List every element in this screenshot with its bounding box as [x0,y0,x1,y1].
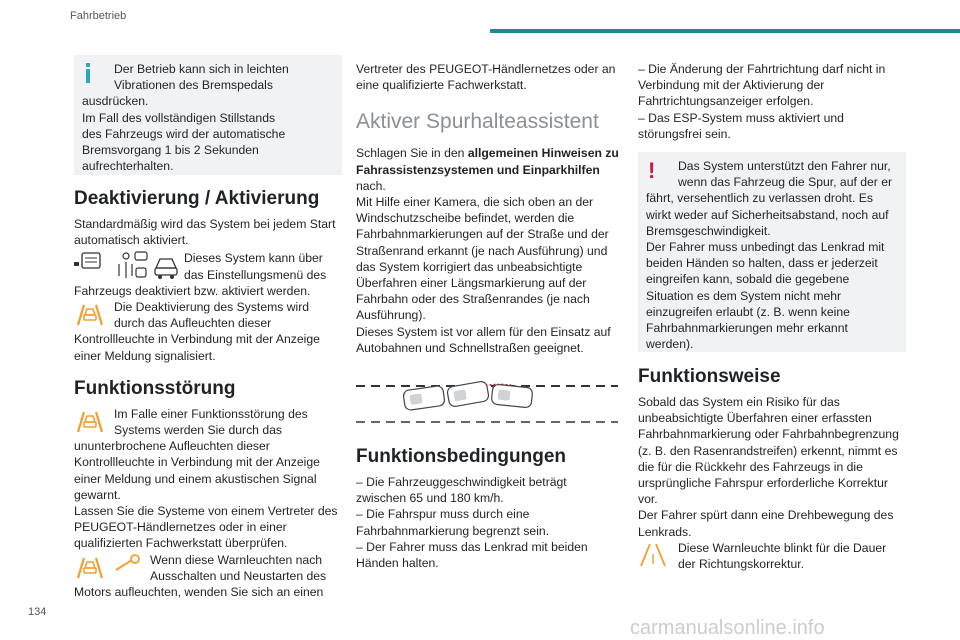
lane-correction-triangle-icon [638,540,668,572]
warn-line-c: fährt, versehentlich zu verlassen droht. Es wirkt weder auf Sicherheitsabstand, noch auf Bremsgeschwindigkeit. [646,191,889,238]
deakt-p3-line-c: Kontrollleuchte in Verbindung mit der Anzeige einer Meldung signalisiert. [74,332,320,363]
watermark: carmanualsonline.info [630,617,825,639]
fw-p3-line-b: der Richtungskorrektur. [678,557,804,572]
lane-keeping-warning-light-icon [74,406,106,440]
heading-spurhalteassistent: Aktiver Spurhalteassistent [356,110,599,134]
bedingung-2: – Die Fahrspur muss durch eine Fahrbahnmarkierung begrenzt sein. [356,507,550,538]
spur-paragraph-1: Schlagen Sie in den allgemeinen Hinweisen zu Fahrassistenzsystemen und Einparkhilfen nach. [356,146,619,193]
heading-deaktivierung: Deaktivierung / Aktivierung [74,188,320,209]
stoer-paragraph-2: Lassen Sie die Systeme von einem Vertreter des PEUGEOT-Händlernetzes oder in einer qualifizierten Fachwerkstatt überprüfen. [74,504,338,551]
bedingung-5: – Das ESP-System muss aktiviert und störungsfrei sein. [638,110,844,141]
column-middle [356,55,620,571]
spur-paragraph-2: Mit Hilfe einer Kamera, die sich oben an der Windschutzscheibe befindet, werden die Fahrbahnmarkierungen auf der Straße und der Straßenrand erkannt (je nach Ausführung) und das System korrigiert das unbeabsichtigte Überfahren einer Längsmarkierung auf der Fahrbahn oder des Straßenrandes (je nach Ausführung). [356,195,609,323]
deakt-paragraph-1: Standardmäßig wird das System bei jedem Start automatisch aktiviert. [74,217,336,248]
deakt-settings-block [74,250,342,282]
info-line-3: ausdrücken. [82,94,149,109]
stoer-lamp-block [74,406,342,438]
stoer-p3-line-b: Ausschalten und Neustarten des [150,568,327,583]
header-accent-bar [490,29,960,33]
stoer-warning-block [74,552,342,584]
continued-paragraph: Vertreter des PEUGEOT-Händlernetzes oder an eine qualifizierte Fachwerkstatt. [356,62,616,93]
info-icon [86,63,90,83]
bedingung-1: – Die Fahrzeuggeschwindigkeit beträgt zwischen 65 und 180 km/h. [356,475,567,506]
settings-menu-icon [74,250,178,286]
stoer-p1-line-c: ununterbrochene Aufleuchten dieser Kontrollleuchte in Verbindung mit der Anzeige einer Meldung und einem akustischen Signal gewarnt. [74,439,320,502]
bedingung-4: – Die Änderung der Fahrtrichtung darf nicht in Verbindung mit der Aktivierung der Fahrtrichtungsanzeiger erfolgen. [638,62,886,109]
warning-note-box [638,152,906,352]
warn-line-b: wenn das Fahrzeug die Spur, auf der er [678,175,893,190]
info-line-1: Der Betrieb kann sich in leichten [114,62,289,76]
page-number: 134 [28,606,47,618]
deakt-lamp-block [74,299,342,331]
stoer-p3-line-c: Motors aufleuchten, wenden Sie sich an einen [74,585,324,600]
column-left [74,55,342,600]
heading-funktionsstoerung: Funktionsstörung [74,377,236,399]
deakt-p2-line-a: Dieses System kann über [184,251,323,266]
fw-paragraph-1: Sobald das System ein Risiko für das unbeabsichtigte Überfahren einer erfassten Fahrbahnmarkierung oder Fahrbahnbegrenzung (z. B. den Rasenrandstreifen) erkennt, nimmt es die für die Rückkehr des Fahrzeugs in die ursprüngliche Fahrspur erforderliche Korrektur vor. [638,395,899,507]
stoer-p1-line-a: Im Falle einer Funktionsstörung des [114,406,308,421]
lane-keeping-warning-light-icon [74,299,106,333]
fw-lamp-block [638,540,906,572]
info-line-6: Bremsvorgang 1 bis 2 Sekunden [82,143,259,158]
warn-line-a: Das System unterstützt den Fahrer nur, [678,159,891,174]
deakt-p3-line-a: Die Deaktivierung des Systems wird [114,300,310,315]
section-title: Fahrbetrieb [70,10,127,22]
fw-paragraph-2: Der Fahrer spürt dann eine Drehbewegung des Lenkrads. [638,508,894,539]
deakt-p2-line-b: das Einstellungsmenü des [184,267,327,282]
stoer-p3-line-a: Wenn diese Warnleuchten nach [150,552,323,567]
column-right [638,55,906,572]
bedingung-3: – Der Fahrer muss das Lenkrad mit beiden Händen halten. [356,539,588,571]
stoer-p1-line-b: Systems werden Sie durch das [114,423,282,438]
deakt-p2-line-c: Fahrzeugs deaktiviert bzw. aktiviert werden. [74,283,311,298]
lane-assist-illustration [356,370,618,426]
service-wrench-icon [114,554,142,578]
warn-line-d: Der Fahrer muss unbedingt das Lenkrad mit beiden Händen so halten, dass er jederzeit eingreifen kann, sobald die gegebene Situation es dem System nicht mehr einzugreifen erlaubt (z. B. wenn keine Fahrbahnmarkierungen mehr erkannt werden). [646,240,885,352]
heading-funktionsweise: Funktionsweise [638,366,781,388]
fw-p3-line-a: Diese Warnleuchte blinkt für die Dauer [678,540,887,555]
exclamation-warning-icon: ! [648,158,656,184]
info-line-2: Vibrationen des Bremspedals [114,78,273,93]
info-line-7: aufrechterhalten. [82,159,174,174]
heading-funktionsbedingungen: Funktionsbedingungen [356,446,567,468]
lane-keeping-warning-light-icon [74,552,106,586]
spur-paragraph-3: Dieses System ist vor allem für den Einsatz auf Autobahnen und Schnellstraßen geeignet. [356,324,611,355]
info-line-4: Im Fall des vollständigen Stillstands [82,110,276,125]
deakt-p3-line-b: durch das Aufleuchten dieser [114,316,272,331]
info-note-box [74,55,342,175]
info-line-5: des Fahrzeugs wird der automatische [82,126,286,141]
